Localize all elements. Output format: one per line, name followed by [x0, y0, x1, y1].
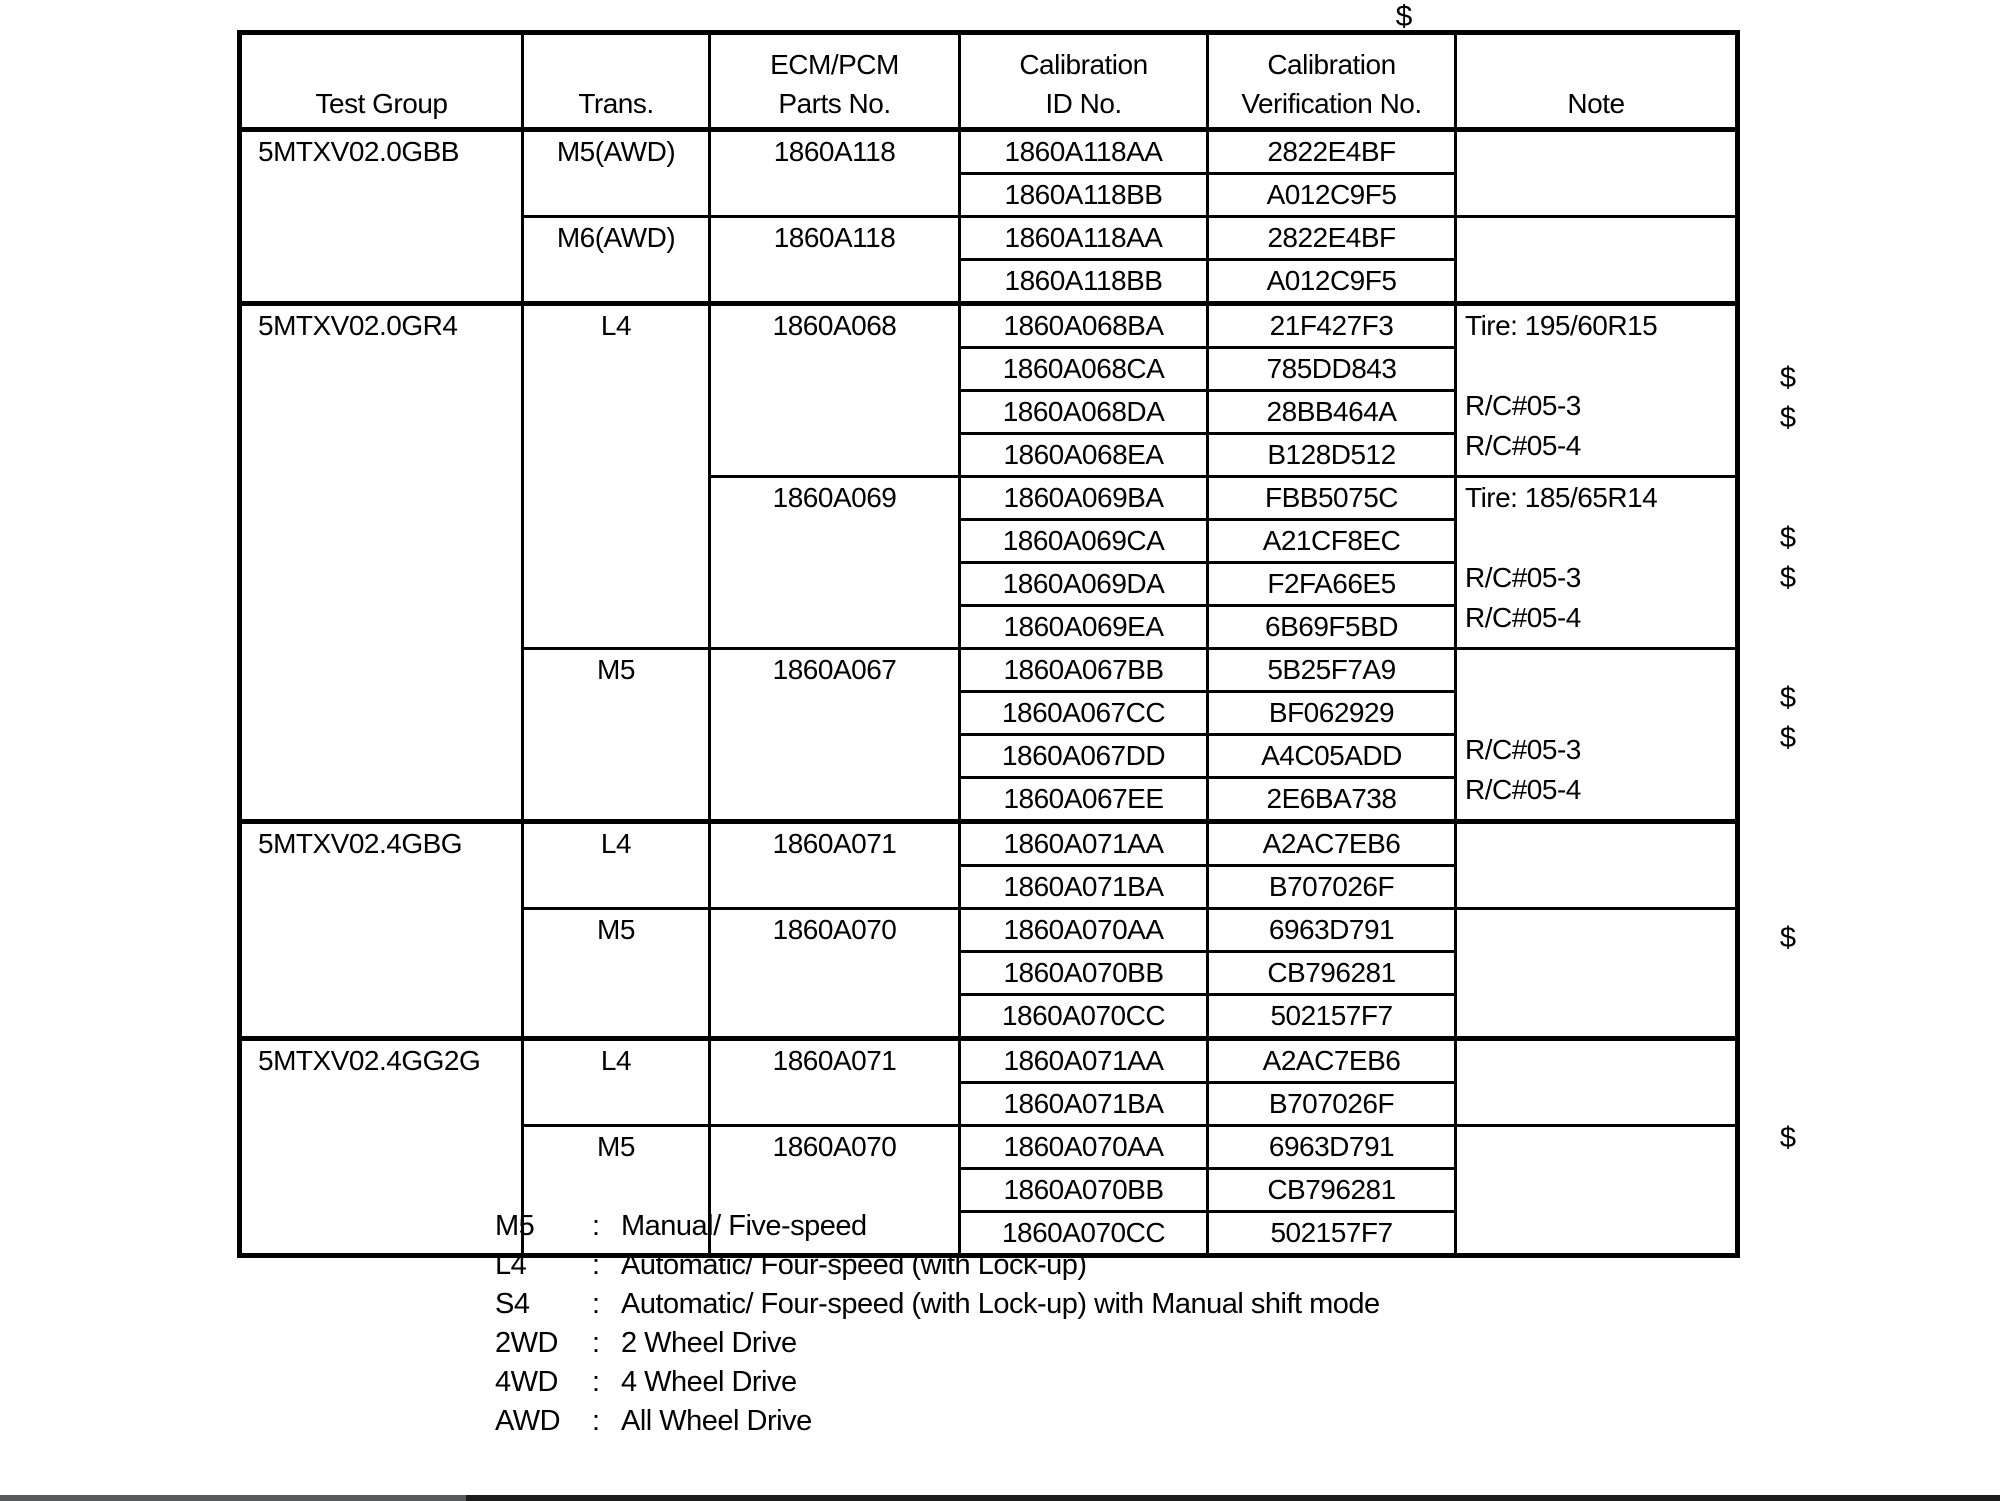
legend-abbr: L4: [495, 1249, 527, 1281]
note-line: Tire: 195/60R15: [1465, 310, 1658, 341]
parts-no-cell: 1860A069: [710, 477, 960, 649]
verification-no-cell: 2822E4BF: [1208, 130, 1456, 174]
calibration-id-cell: 1860A071BA: [960, 1083, 1208, 1126]
parts-no-cell: 1860A068: [710, 304, 960, 477]
calibration-id-cell: 1860A118AA: [960, 130, 1208, 174]
calibration-id-cell: 1860A067BB: [960, 649, 1208, 692]
note-line: [1457, 1081, 1735, 1121]
note-cell: [1456, 477, 1738, 649]
table-row: [240, 130, 1738, 174]
note-line: [1457, 346, 1735, 386]
header-note: Note: [1456, 33, 1738, 130]
calibration-id-cell: 1860A118BB: [960, 260, 1208, 304]
note-line: [1457, 172, 1735, 212]
header-row: [240, 33, 1738, 130]
note-line: [1457, 1041, 1735, 1081]
change-mark: $: [1779, 362, 1797, 394]
note-line: [1457, 1127, 1735, 1167]
test-group-cell: 5MTXV02.4GBG: [240, 822, 523, 1039]
verification-no-cell: 6B69F5BD: [1208, 606, 1456, 649]
calibration-id-cell: 1860A071AA: [960, 822, 1208, 866]
parts-no-cell: 1860A071: [710, 1039, 960, 1126]
header-trans: Trans.: [523, 33, 710, 130]
verification-no-cell: 2822E4BF: [1208, 217, 1456, 260]
note-line: [1457, 1207, 1735, 1247]
legend: [495, 1207, 1380, 1441]
note-line: [1457, 218, 1735, 258]
note-line: R/C#05-4: [1465, 602, 1581, 633]
page-bottom-edge-right: [466, 1495, 2000, 1501]
verification-no-cell: A4C05ADD: [1208, 735, 1456, 778]
note-line: R/C#05-4: [1465, 774, 1581, 805]
calibration-id-cell: 1860A070CC: [960, 995, 1208, 1039]
note-line: R/C#05-3: [1465, 562, 1581, 593]
verification-no-cell: 785DD843: [1208, 348, 1456, 391]
legend-colon: :: [592, 1249, 600, 1281]
change-mark: $: [1779, 722, 1797, 754]
verification-no-cell: 21F427F3: [1208, 304, 1456, 348]
verification-no-cell: A2AC7EB6: [1208, 1039, 1456, 1083]
test-group-cell: 5MTXV02.0GR4: [240, 304, 523, 822]
calibration-id-cell: 1860A069BA: [960, 477, 1208, 520]
trans-cell: M5: [523, 1126, 710, 1256]
parts-no-cell: 1860A071: [710, 822, 960, 909]
calibration-id-cell: 1860A067DD: [960, 735, 1208, 778]
legend-definition: Automatic/ Four-speed (with Lock-up) with Manual shift mode: [621, 1288, 1380, 1320]
note-line: R/C#05-3: [1465, 390, 1581, 421]
verification-no-cell: 502157F7: [1208, 995, 1456, 1039]
trans-cell: M5: [523, 909, 710, 1039]
note-line: R/C#05-3: [1465, 734, 1581, 765]
parts-no-cell: 1860A067: [710, 649, 960, 822]
calibration-id-cell: 1860A067EE: [960, 778, 1208, 822]
legend-colon: :: [592, 1327, 600, 1359]
calibration-id-cell: 1860A068CA: [960, 348, 1208, 391]
legend-colon: :: [592, 1210, 600, 1242]
calibration-id-cell: 1860A068BA: [960, 304, 1208, 348]
legend-colon: :: [592, 1288, 600, 1320]
verification-no-cell: A012C9F5: [1208, 174, 1456, 217]
table-row: [240, 1039, 1738, 1083]
note-line: [1457, 690, 1735, 730]
legend-definition: Automatic/ Four-speed (with Lock-up): [621, 1249, 1087, 1281]
verification-no-cell: B128D512: [1208, 434, 1456, 477]
legend-abbr: S4: [495, 1288, 530, 1320]
change-mark: $: [1779, 562, 1797, 594]
calibration-id-cell: 1860A071AA: [960, 1039, 1208, 1083]
verification-no-cell: 5B25F7A9: [1208, 649, 1456, 692]
page-bottom-edge-left: [0, 1495, 466, 1501]
verification-no-cell: B707026F: [1208, 1083, 1456, 1126]
verification-no-cell: 6963D791: [1208, 1126, 1456, 1169]
calibration-id-cell: 1860A070CC: [960, 1212, 1208, 1256]
calibration-id-cell: 1860A069DA: [960, 563, 1208, 606]
calibration-id-cell: 1860A067CC: [960, 692, 1208, 735]
note-line: [1457, 650, 1735, 690]
calibration-table: [237, 30, 1740, 1258]
trans-cell: M6(AWD): [523, 217, 710, 304]
note-cell: [1456, 822, 1738, 909]
legend-colon: :: [592, 1366, 600, 1398]
parts-no-cell: 1860A070: [710, 1126, 960, 1256]
legend-definition: 2 Wheel Drive: [621, 1327, 797, 1359]
header-parts-no: ECM/PCM Parts No.: [710, 33, 960, 130]
note-cell: [1456, 1039, 1738, 1126]
verification-no-cell: 6963D791: [1208, 909, 1456, 952]
legend-abbr: 2WD: [495, 1327, 558, 1359]
parts-no-cell: 1860A118: [710, 217, 960, 304]
legend-abbr: 4WD: [495, 1366, 558, 1398]
legend-abbr: M5: [495, 1210, 535, 1242]
calibration-id-cell: 1860A070BB: [960, 1169, 1208, 1212]
verification-no-cell: B707026F: [1208, 866, 1456, 909]
verification-no-cell: 2E6BA738: [1208, 778, 1456, 822]
test-group-cell: 5MTXV02.4GG2G: [240, 1039, 523, 1256]
change-mark: $: [1779, 402, 1797, 434]
verification-no-cell: 502157F7: [1208, 1212, 1456, 1256]
parts-no-cell: 1860A070: [710, 909, 960, 1039]
calibration-id-cell: 1860A118AA: [960, 217, 1208, 260]
note-line: [1457, 990, 1735, 1030]
verification-no-cell: 28BB464A: [1208, 391, 1456, 434]
note-line: [1457, 258, 1735, 298]
calibration-id-cell: 1860A118BB: [960, 174, 1208, 217]
calibration-id-cell: 1860A069EA: [960, 606, 1208, 649]
calibration-id-cell: 1860A069CA: [960, 520, 1208, 563]
trans-cell: L4: [523, 304, 710, 649]
note-line: [1457, 518, 1735, 558]
table-row: [240, 304, 1738, 348]
note-line: R/C#05-4: [1465, 430, 1581, 461]
note-line: Tire: 185/65R14: [1465, 482, 1658, 513]
change-mark: $: [1779, 1122, 1797, 1154]
trans-cell: M5: [523, 649, 710, 822]
trans-cell: L4: [523, 822, 710, 909]
note-cell: [1456, 130, 1738, 217]
note-cell: [1456, 217, 1738, 304]
note-line: [1457, 950, 1735, 990]
note-cell: [1456, 304, 1738, 477]
calibration-id-cell: 1860A070AA: [960, 909, 1208, 952]
legend-definition: All Wheel Drive: [621, 1405, 812, 1437]
verification-no-cell: FBB5075C: [1208, 477, 1456, 520]
calibration-id-cell: 1860A071BA: [960, 866, 1208, 909]
note-cell: [1456, 1126, 1738, 1256]
verification-no-cell: CB796281: [1208, 952, 1456, 995]
change-mark: $: [1779, 522, 1797, 554]
header-verification-no: Calibration Verification No.: [1208, 33, 1456, 130]
trans-cell: L4: [523, 1039, 710, 1126]
legend-definition: 4 Wheel Drive: [621, 1366, 797, 1398]
header-calibration-id: Calibration ID No.: [960, 33, 1208, 130]
note-line: [1457, 824, 1735, 864]
table-row: [240, 822, 1738, 866]
change-mark: $: [1779, 922, 1797, 954]
change-mark-top: $: [1395, 0, 1413, 33]
legend-colon: :: [592, 1405, 600, 1437]
parts-no-cell: 1860A118: [710, 130, 960, 217]
note-line: [1457, 1167, 1735, 1207]
legend-abbr: AWD: [495, 1405, 561, 1437]
calibration-id-cell: 1860A070AA: [960, 1126, 1208, 1169]
note-line: [1457, 132, 1735, 172]
calibration-id-cell: 1860A068DA: [960, 391, 1208, 434]
verification-no-cell: F2FA66E5: [1208, 563, 1456, 606]
legend-definition: Manual/ Five-speed: [621, 1210, 867, 1242]
verification-no-cell: BF062929: [1208, 692, 1456, 735]
change-mark: $: [1779, 682, 1797, 714]
note-cell: [1456, 909, 1738, 1039]
verification-no-cell: A2AC7EB6: [1208, 822, 1456, 866]
verification-no-cell: A21CF8EC: [1208, 520, 1456, 563]
note-line: [1457, 910, 1735, 950]
test-group-cell: 5MTXV02.0GBB: [240, 130, 523, 304]
verification-no-cell: CB796281: [1208, 1169, 1456, 1212]
verification-no-cell: A012C9F5: [1208, 260, 1456, 304]
note-line: [1457, 864, 1735, 904]
trans-cell: M5(AWD): [523, 130, 710, 217]
note-cell: [1456, 649, 1738, 822]
calibration-id-cell: 1860A068EA: [960, 434, 1208, 477]
header-test-group: Test Group: [240, 33, 523, 130]
calibration-id-cell: 1860A070BB: [960, 952, 1208, 995]
